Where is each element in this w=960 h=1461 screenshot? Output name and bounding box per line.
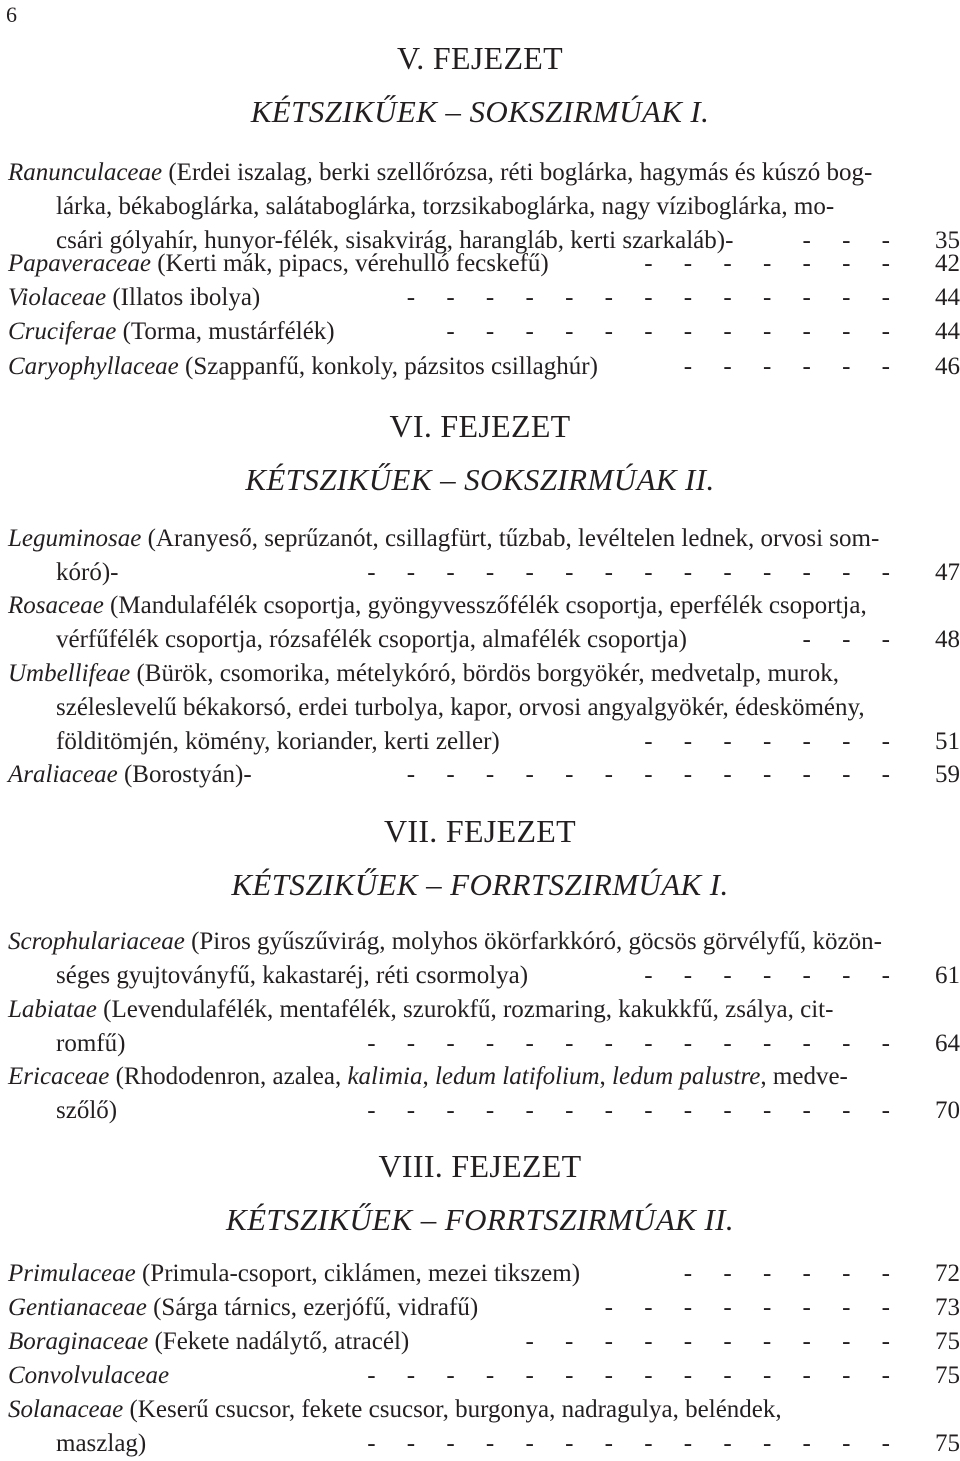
chapter-number: VII. FEJEZET — [383, 813, 576, 849]
toc-page-number: 73 — [935, 1294, 960, 1321]
toc-entry-text: Papaveraceae (Kerti mák, pipacs, vérehulló fecskefű) — [8, 250, 549, 277]
dot-leader: - - - — [802, 227, 890, 254]
toc-entry-line — [8, 1325, 960, 1359]
toc-entry-line — [8, 1257, 960, 1291]
toc-entry[interactable] — [8, 1291, 960, 1325]
toc-entry-text: Convolvulaceae — [8, 1362, 170, 1389]
toc-entry-text: romfű) — [56, 1030, 126, 1057]
toc-entry-line — [8, 993, 960, 1027]
toc-entry[interactable] — [8, 657, 960, 759]
toc-entry-text: Araliaceae (Borostyán)- — [8, 761, 252, 788]
chapter-subtitle: KÉTSZIKŰEK – SOKSZIRMÚAK II. — [245, 462, 715, 497]
toc-entry-line — [8, 1393, 960, 1427]
toc-entry-text: vérfűfélék csoportja, rózsafélék csoportja, almafélék csoportja) — [56, 626, 687, 653]
dot-leader: - - - - - - — [683, 353, 890, 380]
toc-entry-text: Primulaceae (Primula-csoport, ciklámen, mezei tikszem) — [8, 1260, 581, 1287]
toc-entry-line — [8, 589, 960, 623]
toc-entry-line — [8, 657, 960, 691]
toc-entry-line — [8, 925, 960, 959]
chapter-subtitle: KÉTSZIKŰEK – FORRTSZIRMÚAK I. — [231, 867, 729, 902]
toc-entry-text: Ericaceae (Rhododenron, azalea, kalimia, ledum latifolium, ledum palustre, medve- — [8, 1063, 848, 1090]
toc-entry[interactable] — [8, 993, 960, 1061]
toc-page-number: 47 — [935, 559, 960, 586]
toc-page-number: 61 — [935, 962, 960, 989]
toc-entry-line — [8, 156, 960, 190]
dot-leader: - - - - - - - — [644, 962, 890, 989]
toc-entry[interactable] — [8, 315, 960, 349]
chapter-heading — [0, 813, 960, 903]
toc-entry-text: kóró)- — [56, 559, 119, 586]
chapter-number: V. FEJEZET — [397, 40, 563, 76]
dot-leader: - - - - - - - - - - - - - - — [367, 1362, 890, 1389]
toc-entry-text: lárka, békaboglárka, salátaboglárka, torzsikaboglárka, nagy víziboglárka, mo- — [56, 193, 835, 220]
toc-entry[interactable] — [8, 925, 960, 993]
toc-page-number: 42 — [935, 250, 960, 277]
toc-entry-text: Cruciferae (Torma, mustárfélék) — [8, 318, 335, 345]
toc-entry[interactable] — [8, 1257, 960, 1291]
toc-entry-line — [8, 725, 960, 759]
toc-entry-line — [8, 315, 960, 349]
toc-entry-line — [8, 691, 960, 725]
toc-entry-line — [8, 1427, 960, 1461]
dot-leader: - - - - - - - - - - — [525, 1328, 890, 1355]
toc-entry-line — [8, 1094, 960, 1128]
toc-page-number: 46 — [935, 353, 960, 380]
chapter-subtitle: KÉTSZIKŰEK – FORRTSZIRMÚAK II. — [226, 1202, 734, 1237]
page-number: 6 — [6, 2, 17, 27]
toc-entry-line — [8, 522, 960, 556]
toc-entry-text: széleslevelű békakorsó, erdei turbolya, kapor, orvosi angyalgyökér, édeskömény, — [56, 694, 865, 721]
chapter-heading — [0, 40, 960, 130]
toc-entry-line — [8, 556, 960, 590]
dot-leader: - - - - - - - — [644, 250, 890, 277]
toc-page-number: 75 — [935, 1430, 960, 1457]
toc-page-number: 70 — [935, 1097, 960, 1124]
toc-entry-text: Boraginaceae (Fekete nadálytő, atracél) — [8, 1328, 410, 1355]
toc-entry[interactable] — [8, 758, 960, 792]
toc-entry-text: Violaceae (Illatos ibolya) — [8, 284, 261, 311]
toc-entry-text: Caryophyllaceae (Szappanfű, konkoly, pázsitos csillaghúr) — [8, 353, 598, 380]
dot-leader: - - - - - - - - - - - - - - — [367, 1430, 890, 1457]
toc-entry[interactable] — [8, 1359, 960, 1393]
dot-leader: - - - - - - - - - - - - - — [406, 284, 890, 311]
toc-entry-line — [8, 247, 960, 281]
toc-entry-text: földitömjén, kömény, koriander, kerti zeller) — [56, 728, 500, 755]
toc-entry-text: szőlő) — [56, 1097, 118, 1124]
toc-entry[interactable] — [8, 1393, 960, 1461]
toc-page-number: 64 — [935, 1030, 960, 1057]
toc-entry-text: Rosaceae (Mandulafélék csoportja, gyöngyvesszőfélék csoportja, eperfélék csoportja, — [8, 592, 867, 619]
toc-page-number: 51 — [935, 728, 960, 755]
toc-entry-line — [8, 1359, 960, 1393]
toc-page-number: 35 — [935, 227, 960, 254]
dot-leader: - - - - - - - - - - - - - - — [367, 1097, 890, 1124]
toc-page-number: 48 — [935, 626, 960, 653]
dot-leader: - - - - - - - - - - - - - - — [367, 1030, 890, 1057]
toc-entry[interactable] — [8, 1060, 960, 1128]
toc-entry-text: séges gyujtoványfű, kakastaréj, réti csormolya) — [56, 962, 529, 989]
toc-entry-line — [8, 1060, 960, 1094]
chapter-heading — [0, 408, 960, 498]
toc-entry-text: Solanaceae (Keserű csucsor, fekete csucsor, burgonya, nadragulya, beléndek, — [8, 1396, 782, 1423]
toc-entry-line — [8, 959, 960, 993]
toc-entry-text: Leguminosae (Aranyeső, seprűzanót, csillagfürt, tűzbab, levéltelen lednek, orvosi som- — [8, 525, 880, 552]
toc-entry-line — [8, 1027, 960, 1061]
toc-entry[interactable] — [8, 589, 960, 657]
toc-entry-text: Umbellifeae (Bürök, csomorika, mételykóró, bördös borgyökér, medvetalp, murok, — [8, 660, 840, 687]
toc-page-number: 72 — [935, 1260, 960, 1287]
toc-entry[interactable] — [8, 522, 960, 590]
toc-page-number: 75 — [935, 1362, 960, 1389]
toc-entry-line — [8, 350, 960, 384]
toc-entry[interactable] — [8, 281, 960, 315]
dot-leader: - - - - - - - - - - - - - - — [367, 559, 890, 586]
chapter-heading — [0, 1148, 960, 1238]
dot-leader: - - - - - - - - — [604, 1294, 890, 1321]
toc-entry-text: Ranunculaceae (Erdei iszalag, berki szellőrózsa, réti boglárka, hagymás és kúszó bog- — [8, 159, 873, 186]
toc-page-number: 44 — [935, 318, 960, 345]
toc-entry[interactable] — [8, 247, 960, 281]
chapter-number: VIII. FEJEZET — [378, 1148, 582, 1184]
toc-entry-line — [8, 1291, 960, 1325]
toc-entry-text: csári gólyahír, hunyor-félék, sisakvirág, harangláb, kerti szarkaláb)- — [56, 227, 734, 254]
toc-entry[interactable] — [8, 156, 960, 258]
chapter-number: VI. FEJEZET — [389, 408, 571, 444]
dot-leader: - - - - - - - - - - - - — [446, 318, 890, 345]
dot-leader: - - - - - - — [683, 1260, 890, 1287]
toc-entry-text: Scrophulariaceae (Piros gyűszűvirág, molyhos ökörfarkkóró, göcsös görvélyfű, közön- — [8, 928, 882, 955]
chapter-subtitle: KÉTSZIKŰEK – SOKSZIRMÚAK I. — [250, 94, 710, 129]
toc-entry-text: Labiatae (Levendulafélék, mentafélék, szurokfű, rozmaring, kakukkfű, zsálya, cit- — [8, 996, 834, 1023]
dot-leader: - - - — [802, 626, 890, 653]
toc-entry-line — [8, 190, 960, 224]
toc-entry-text: maszlag) — [56, 1430, 147, 1457]
dot-leader: - - - - - - - - - - - - - — [406, 761, 890, 788]
toc-entry-line — [8, 281, 960, 315]
toc-page-number: 44 — [935, 284, 960, 311]
toc-entry[interactable] — [8, 350, 960, 384]
toc-page-number: 59 — [935, 761, 960, 788]
dot-leader: - - - - - - - — [644, 728, 890, 755]
toc-entry-text: Gentianaceae (Sárga tárnics, ezerjófű, vidrafű) — [8, 1294, 479, 1321]
toc-entry[interactable] — [8, 1325, 960, 1359]
toc-entry-line — [8, 623, 960, 657]
toc-page-number: 75 — [935, 1328, 960, 1355]
toc-entry-line — [8, 758, 960, 792]
